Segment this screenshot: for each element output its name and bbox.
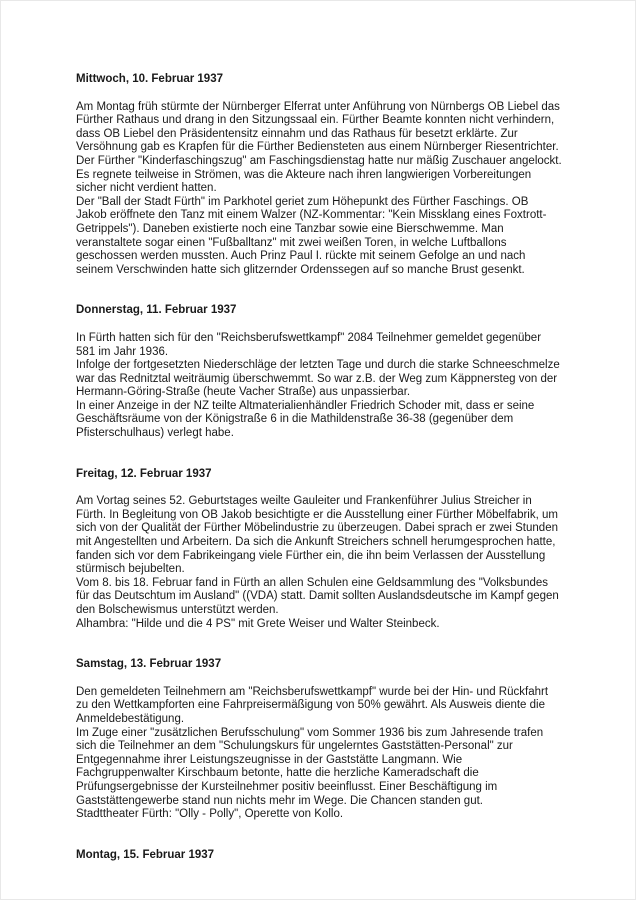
day-heading: Donnerstag, 11. Februar 1937 [76, 304, 237, 317]
day-heading: Mittwoch, 10. Februar 1937 [76, 73, 223, 85]
body-paragraph: Der "Ball der Stadt Fürth" im Parkhotel geriet zum Höhepunkt des Fürther Faschings. OB Jakob eröffnete den Tanz mit einem Walzer (NZ-Kommentar: "Kein Missklang eines Foxtrott-Getrippels"). Daneben existierte noch eine Tanzbar sowie eine Bierschwemme. Man veranstaltete sogar einen "Fußballtanz" mit zwei weißen Toren, in welche Luftballons geschossen werden mussten. Auch Prinz Paul I. rückte mit seinem Gefolge an und nach seinem Verschwinden hatte sich glitzernder Ordenssegen auf so manche Brust gesenkt. [76, 195, 547, 276]
day-heading: Freitag, 12. Februar 1937 [76, 467, 212, 480]
day-heading: Samstag, 13. Februar 1937 [76, 658, 222, 671]
body-paragraph: In Fürth hatten sich für den "Reichsberufswettkampf" 2084 Teilnehmer gemeldet gegenüber 581 im Jahr 1936. [76, 331, 542, 358]
day-section [76, 73, 562, 277]
document-content [76, 73, 562, 876]
body-paragraph: Alhambra: "Hilde und die 4 PS" mit Grete Weiser und Walter Steinbeck. [76, 617, 440, 630]
body-paragraph: Der Fürther "Kinderfaschingszug" am Faschingsdienstag hatte nur mäßig Zuschauer angelockt. Es regnete teilweise in Strömen, was die Akteure nach ihren langwierigen Vorbereitungen sicher nicht verdient hatten. [76, 154, 562, 195]
body-paragraph: In einer Anzeige in der NZ teilte Altmaterialienhändler Friedrich Schoder mit, dass er seine Geschäftsräume von der Königstraße 6 in die Mathildenstraße 36-38 (gegenüber dem Pfisterschulhaus) verlegt habe. [76, 399, 535, 440]
body-paragraph: Am Vortag seines 52. Geburtstages weilte Gauleiter und Frankenführer Julius Streicher in Fürth. In Begleitung von OB Jakob besichtigte er die Ausstellung einer Fürther Möbelfabrik, um sich von der Qualität der Fürther Möbelindustrie zu überzeugen. Dabei sprach er zwei Stunden mit Angestellten und Arbeitern. Da sich die Ankunft Streichers schnell herumgesprochen hatte, fanden sich vor dem Fabrikeingang viele Fürther ein, die ihn beim Verlassen der Ausstellung stürmisch bejubelten. [76, 495, 558, 576]
body-paragraph: Am Montag früh stürmte der Nürnberger Elferrat unter Anführung von Nürnbergs OB Liebel das Fürther Rathaus und drang in den Sitzungssaal ein. Fürther Beamte konnten nicht verhindern, dass OB Liebel den Präsidentensitz einnahm und das Rathaus für besetzt erklärte. Zur Versöhnung gab es Krapfen für die Fürther Bediensteten aus einem Nürnberger Riesentrichter. [76, 100, 560, 154]
body-paragraph: Stadttheater Fürth: "Olly - Polly", Operette von Kollo. [76, 808, 344, 821]
day-heading: Montag, 15. Februar 1937 [76, 848, 215, 861]
day-section [76, 304, 562, 440]
day-section [76, 849, 562, 863]
body-paragraph: Vom 8. bis 18. Februar fand in Fürth an allen Schulen eine Geldsammlung des "Volksbundes für das Deutschtum im Ausland" ((VDA) statt. Damit sollten Auslandsdeutsche im Kampf gegen den Bolschewismus unterstützt werden. [76, 576, 559, 616]
day-section [76, 658, 562, 822]
body-paragraph: Im Zuge einer "zusätzlichen Berufsschulung" vom Sommer 1936 bis zum Jahresende trafen sich die Teilnehmer an dem "Schulungskurs für ungelerntes Gaststätten-Personal" zur Entgegennahme ihrer Leistungszeugnisse in der Gaststätte Langmann. Wie Fachgruppenwalter Kirschbaum betonte, hatte die herzliche Kameradschaft die Prüfungsergebnisse der Kursteilnehmer positiv beeinflusst. Einer Beschäftigung im Gaststättengewerbe stand nun nichts mehr im Wege. Die Chancen standen gut. [76, 726, 544, 807]
day-section [76, 468, 562, 632]
body-paragraph: Infolge der fortgesetzten Niederschläge der letzten Tage und durch die starke Schneeschmelze war das Rednitztal weiträumig überschwemmt. So war z.B. der Weg zum Käppnersteg von der Hermann-Göring-Straße (heute Vacher Straße) aus unpassierbar. [76, 359, 560, 399]
body-paragraph: Den gemeldeten Teilnehmern am "Reichsberufswettkampf" wurde bei der Hin- und Rückfahrt zu den Wettkampforten eine Fahrpreisermäßigung von 50% gewährt. Als Ausweis diente die Anmeldebestätigung. [76, 685, 549, 725]
